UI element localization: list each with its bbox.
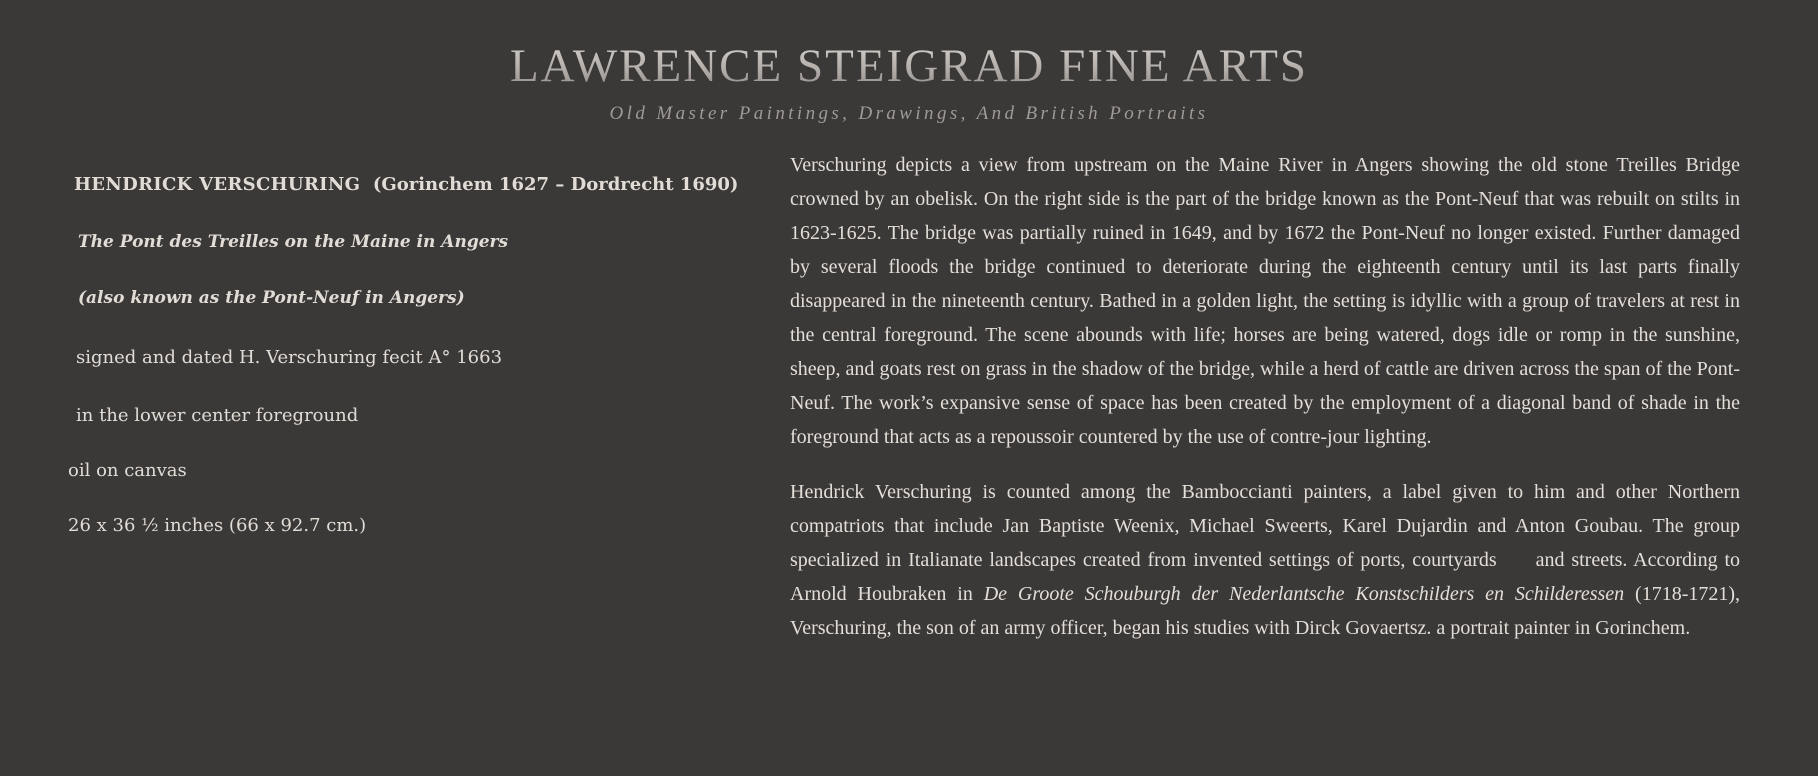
description-paragraph-2 bbox=[790, 475, 1740, 645]
artwork-dimensions: 26 x 36 ½ inches (66 x 92.7 cm.) bbox=[68, 515, 367, 536]
book-title: De Groote Schouburgh der Nederlantsche Konstschilders en Schilderessen bbox=[983, 583, 1625, 605]
artwork-medium: oil on canvas bbox=[68, 460, 187, 481]
artist-line bbox=[74, 174, 738, 195]
artwork-title: The Pont des Treilles on the Maine in Angers bbox=[78, 232, 509, 252]
paragraph-2-intro: Hendrick Verschuring is counted among the Bamboccianti painters, a label given to him and other Northern compatriots that include Jan Baptiste Weenix, Michael Sweerts, Karel Dujardin and Anton Goubau. The group specialized in Italianate landscapes created from invented settings of ports, courtyards bbox=[790, 481, 1740, 571]
signature-info: signed and dated H. Verschuring fecit A° 1663 bbox=[76, 347, 503, 368]
artist-name: HENDRICK VERSCHURING bbox=[74, 174, 361, 195]
artist-dates: (Gorinchem 1627 – Dordrecht 1690) bbox=[372, 174, 739, 195]
site-title[interactable]: LAWRENCE STEIGRAD FINE ARTS bbox=[0, 38, 1818, 94]
paragraph-2-reference: and streets. According to Arnold Houbraken in bbox=[790, 549, 1741, 605]
site-subtitle: Old Master Paintings, Drawings, And British Portraits bbox=[609, 103, 1209, 124]
artwork-alt-title: (also known as the Pont-Neuf in Angers) bbox=[78, 288, 465, 308]
site-header bbox=[0, 38, 1818, 126]
artwork-description bbox=[790, 148, 1740, 645]
description-paragraph-1: Verschuring depicts a view from upstream on the Maine River in Angers showing the old stone Treilles Bridge crowned by an obelisk. On the right side is the part of the bridge known as the Pont-Neuf that was rebuilt on stilts in 1623-1625. The bridge was partially ruined in 1649, and by 1672 the Pont-Neuf no longer existed. Further damaged by several floods the bridge continued to deteriorate during the eighteenth century until its last parts finally disappeared in the nineteenth century. Bathed in a golden light, the setting is idyllic with a group of travelers at rest in the central foreground. The scene abounds with life; horses are being watered, dogs idle or romp in the sunshine, sheep, and goats rest on grass in the shadow of the bridge, while a herd of cattle are driven across the span of the Pont- Neuf. The work’s expansive sense of space has been created by the employment of a diagonal band of shade in the foreground that acts as a repoussoir countered by the use of contre-jour lighting. bbox=[790, 154, 1740, 448]
paragraph-2-closing: (1718-1721), Verschuring, the son of an army officer, began his studies with Dirck Govaertsz. a portrait painter in Gorinchem. bbox=[790, 583, 1741, 639]
signature-location: in the lower center foreground bbox=[76, 405, 359, 426]
